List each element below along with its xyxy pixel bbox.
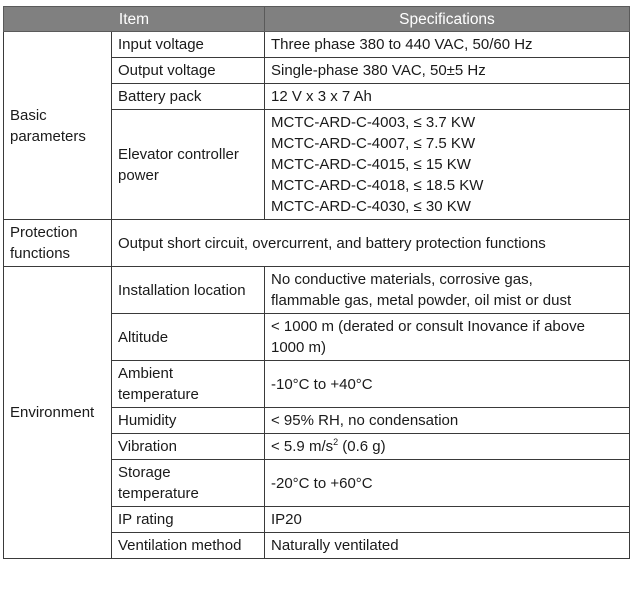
value-installation-location: No conductive materials, corrosive gas, flammable gas, metal powder, oil mist or dust (265, 267, 630, 314)
value-humidity: < 95% RH, no condensation (265, 408, 630, 434)
label-ip-rating: IP rating (112, 507, 265, 533)
label-altitude: Altitude (112, 314, 265, 361)
label-elevator-controller-power: Elevator controller power (112, 110, 265, 220)
label-ventilation-method: Ventilation method (112, 533, 265, 559)
value-vibration (265, 434, 630, 460)
value-altitude: < 1000 m (derated or consult Inovance if above 1000 m) (265, 314, 630, 361)
table-row (4, 32, 630, 58)
value-ip-rating: IP20 (265, 507, 630, 533)
vibration-value-main: < 5.9 m/s (271, 438, 334, 455)
label-humidity: Humidity (112, 408, 265, 434)
label-battery-pack: Battery pack (112, 84, 265, 110)
value-storage-temperature: -20°C to +60°C (265, 460, 630, 507)
vibration-value-exponent: 2 (333, 437, 339, 447)
value-elevator-controller-power: MCTC-ARD-C-4003, ≤ 3.7 KW MCTC-ARD-C-4007, ≤ 7.5 KW MCTC-ARD-C-4015, ≤ 15 KW MCTC-ARD-C-4018, ≤ 18.5 KW MCTC-ARD-C-4030, ≤ 30 KW (265, 110, 630, 220)
table-header-row (4, 7, 630, 32)
table-row (4, 220, 630, 267)
header-item: Item (4, 7, 265, 32)
group-protection-functions: Protection functions (4, 220, 112, 267)
label-input-voltage: Input voltage (112, 32, 265, 58)
label-ambient-temperature: Ambient temperature (112, 361, 265, 408)
label-output-voltage: Output voltage (112, 58, 265, 84)
value-output-voltage: Single-phase 380 VAC, 50±5 Hz (265, 58, 630, 84)
group-basic-parameters: Basic parameters (4, 32, 112, 220)
label-installation-location: Installation location (112, 267, 265, 314)
value-ambient-temperature: -10°C to +40°C (265, 361, 630, 408)
group-environment: Environment (4, 267, 112, 559)
value-ventilation-method: Naturally ventilated (265, 533, 630, 559)
label-vibration: Vibration (112, 434, 265, 460)
table-row (4, 267, 630, 314)
value-protection-functions: Output short circuit, overcurrent, and battery protection functions (112, 220, 630, 267)
header-specifications: Specifications (265, 7, 630, 32)
vibration-value-suffix: (0.6 g) (338, 438, 386, 455)
specifications-table (3, 6, 630, 559)
value-battery-pack: 12 V x 3 x 7 Ah (265, 84, 630, 110)
value-input-voltage: Three phase 380 to 440 VAC, 50/60 Hz (265, 32, 630, 58)
label-storage-temperature: Storage temperature (112, 460, 265, 507)
